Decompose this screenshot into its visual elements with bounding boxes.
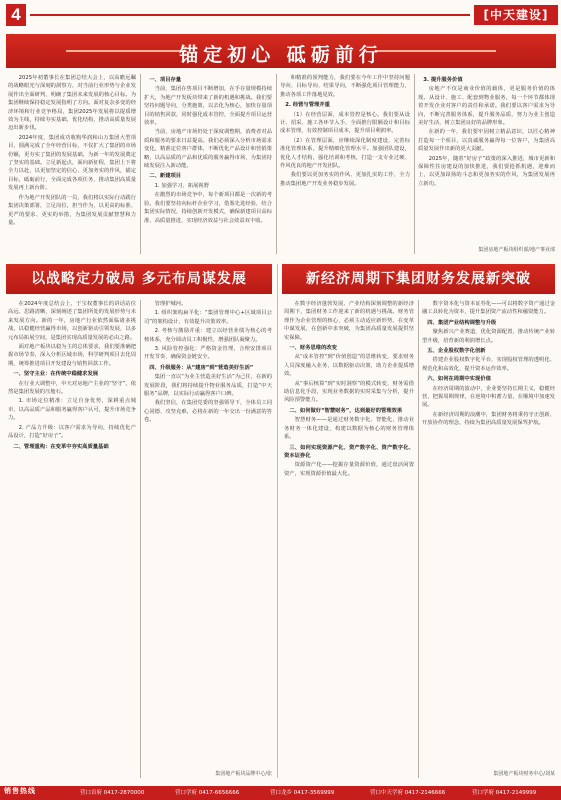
bottom-right-column-1 — [284, 300, 414, 778]
masthead: [中天建设] — [474, 5, 558, 25]
paragraph: 2. 考核与激励并重：建立以经营业绩为核心的考核体系，充分调动员工积极性，增强团队凝聚力。 — [144, 328, 272, 343]
section-heading: 五、企业股权数字化创新 — [427, 348, 486, 355]
hotline-phone: 营口中天学府 0417-2146666 — [370, 790, 446, 796]
hotline-phone: 营口龙乡 0417-3569999 — [270, 790, 335, 796]
top-article-column-2 — [144, 74, 272, 254]
paragraph: 2025年，随着“好房子”政策的深入推进，城市更新和保障性住房建设的加快推进，我们要抢抓机遇，迎难而上，以更加昂扬的斗志和更加务实的作风，为集团发展再立新功。 — [418, 155, 555, 187]
section-heading: 3. 提升服务价值 — [423, 77, 463, 83]
paragraph: 3. 风险管控强化：严格资金管理，合理安排项目开发节奏，确保资金链安全。 — [144, 346, 272, 361]
sales-hotline-footer — [0, 786, 561, 800]
paragraph: （2）在管理层面，应继续深化制度建设，完善标准化管理体系，提升精细化管理水平。加强团队建设，优化人才结构，强化培训和考核，打造一支专业过硬、作风优良的地产开发团队。 — [280, 137, 410, 170]
paragraph: 1. 市场定位精准：立足自身优势，深耕重点城市，以高品质产品和服务赢得客户认可，提升市场竞争力。 — [8, 398, 136, 422]
bottom-left-banner — [6, 264, 272, 294]
paragraph: 1. 组织架构扁平化：“集团管理中心+区域项目公司”的架构设计，有效提升决策效率。 — [144, 310, 272, 325]
page-header — [0, 0, 561, 30]
column-divider — [140, 74, 141, 254]
hotline-phone: 营口学府 0417-2149999 — [472, 790, 537, 796]
paragraph: 从“成本管控”到“价值创造”的思维转变，要求财务人员深度融入业务，以数据驱动决策，助力企业提质增效。 — [284, 354, 414, 378]
column-divider — [276, 74, 277, 254]
paragraph: 从“事后核算”到“实时洞察”的模式转变，财务需借助信息化手段，实现业务数据的实时采集与分析，提升风险预警能力。 — [284, 380, 414, 404]
paragraph: 资源资产化——挖掘存量资源价值，通过盘活闲置资产，实现资源价值最大化。 — [284, 462, 414, 477]
page-number: 4 — [6, 4, 26, 26]
paragraph: 2. 产品力升级：以客户需求为导向，持续优化产品设计，打造“好房子”。 — [8, 424, 136, 440]
paragraph: 2024年度，集团成功收购华润和山万集团大型项目，圆满完成了全年经营目标，不仅扩大了集团的市场份额，更夯实了集团的发展基础，为新一年的发展奠定了坚实的基础。立足新起点，面向新征程，集团上下将全力以赴，以更加坚定的信心、更加务实的作风，锚定目标，砥砺前行，全面完成各项任务，推动集团高质量发展再上新台阶。 — [8, 134, 136, 192]
bottom-left-column-2 — [144, 300, 272, 764]
paragraph: 在经济周期的波动中，企业要坚持长期主义，稳健经营，把握周期规律，在逆境中积蓄力量，在顺境中加速发展。 — [422, 385, 555, 409]
hotline-phone: 营口学府 0417-6656666 — [175, 790, 240, 796]
bottom-left-credit: 集团地产板块品牌中心/张 — [215, 771, 272, 777]
section-heading: 四、升级服务：从“建房”到“营造美好生活” — [149, 364, 254, 371]
section-heading: 一、财务思维的改变 — [289, 345, 337, 352]
section-heading: 二、新建项目 — [149, 173, 182, 180]
paragraph: 1. 加强学习，拓展视野 — [154, 182, 210, 189]
section-heading: 一、项目存量 — [149, 77, 182, 83]
bottom-right-title: 新经济周期下集团财务发展新突破 — [306, 271, 531, 287]
top-article-column-1 — [8, 74, 136, 250]
bottom-left-column-1 — [8, 300, 136, 770]
paragraph: （1）在经营层面，成本管控是核心。我们要从设计、招采、施工各环节入手，全面推行限额设计和目标成本管理，有效控制项目成本，提升项目利润率。 — [280, 111, 410, 135]
paragraph: 在新的一年，我们要牢固树立精品意识，以匠心精神打造每一个项目，以真诚服务赢得每一位客户，为集团高质量发展作出新的更大贡献。 — [418, 129, 555, 153]
column-divider — [140, 300, 141, 778]
paragraph: 作为地产开发团队的一员，我们将以实际行动践行集团决策部署，立足岗位，担当作为，以更高的标准、更严的要求、更实的举措，为集团发展贡献智慧和力量。 — [8, 194, 136, 226]
column-divider — [414, 74, 415, 254]
paragraph: 在2024年度总结会上，于宝权董事长的讲话站位高远、思路清晰，深刻阐述了集团所处的发展形势与未来发展方向。新的一年，房地产行业依然面临诸多挑战，以稳健经营赢得市场，以创新驱动引领发展，以多元布局拓展空间，是集团实现高质量发展的必由之路。 — [8, 301, 136, 341]
paragraph: 我们要以更加务实的作风、更加扎实的工作，全力推动集团地产开发业务稳步发展。 — [280, 172, 410, 187]
paragraph: 在新经济周期的浪潮中，集团财务将秉持守正创新、开放协作的理念，持续为集团高质量发展保驾护航。 — [422, 411, 555, 427]
paragraph: 搭建企业股权数字化平台，实现股权管理的透明化、规范化和高效化，提升资本运作效率。 — [422, 357, 555, 372]
section-heading: 二、管理重构：在变革中夯实高质量基础 — [13, 443, 109, 450]
bottom-right-column-2 — [422, 300, 555, 764]
bottom-left-title: 以战略定力破局 多元布局谋发展 — [31, 271, 247, 287]
paragraph: 我们坚信，在集团党委的坚强领导下，全体员工同心同德、攻坚克难，必将在新的一年交出一份满意的答卷。 — [144, 400, 272, 424]
paragraph: 当前，房地产市场仍处于深度调整期，消费者对品质和服务的要求日益提高。我们必须深入分析市场需求变化，精准定位客户群体，不断优化产品设计和营销策略，以高品质的产品和优质的服务赢得市场，为集团持续发展注入新动能。 — [144, 129, 272, 170]
top-article-column-4 — [418, 74, 555, 242]
paragraph: 管理护城河。 — [154, 301, 187, 307]
header-rule — [30, 14, 470, 16]
paragraph: 房地产不仅是商业价值的载体，更是服务价值的体现。从设计、施工、配套到物业服务，每一个环节都体现着开发企业对客户的责任和承诺。我们要以客户需求为导向，不断完善服务体系，提升服务品质，努力为业主创造美好生活，树立集团良好的品牌形象。 — [418, 86, 555, 127]
paragraph: 在数字经济蓬勃发展、产业结构深刻调整的新经济周期下，集团财务工作迎来了新的机遇与挑战。财务管理作为企业管理的核心，必须主动适应新形势，在变革中谋发展，在创新中求突破，为集团高质量发展提供坚实保障。 — [284, 301, 414, 341]
section-heading: 三、如何实现资源产化、资产数字化、资产数字化、资本证券化 — [284, 444, 414, 459]
section-heading: 一、坚守主业：在传统中稳健求发展 — [13, 371, 99, 378]
paragraph: 面对地产板块以稳为主的总体要求，我们要准确把握市场节奏，深入分析区域市场，科学研判项目去化周期，统筹推进项目开发建设与销售回款工作。 — [8, 344, 136, 367]
paragraph: 2025年初董事长在集团总结大会上，以高瞻远瞩的战略眼光与深刻的洞察力，对当前行业形势与企业发展作出全面研判，明确了集团未来发展的核心目标。为集团继续保持稳定发展指明了方向。面对复杂多变的经济环境和行业竞争格局，集团2025年发展将以提质增效为主线，持续夯实基础，优化结构，推动高质量发展迈出新步伐。 — [8, 75, 136, 132]
paragraph: 智慧财务——是通过财务数字化、智能化，推动业务财务一体化建设，构建以数据为核心的财务管理体系。 — [284, 417, 414, 441]
hotline-phone: 营口首府 0417-2870000 — [80, 790, 145, 796]
top-article-column-3 — [280, 74, 410, 254]
paragraph: 和精准的预判能力，我们要在今年工作中坚持问题导向、目标导向、结果导向，不断强化项目管理能力，推动各项工作落地见效。 — [280, 75, 410, 98]
section-heading: 四、集团产业结构调整与升级 — [427, 319, 497, 326]
section-divider — [277, 264, 278, 778]
paragraph: 数字资本化与资本证券化——可以将数字资产通过金融工具转化为资本，提升集团资产流动性和融资能力。 — [422, 301, 555, 316]
paragraph: 集团一直以“为业主营造美好生活”为己任，在新的发展阶段，我们将持续提升物业服务品质，打造“中天服务”品牌，以实际行动赢得客户口碑。 — [144, 374, 272, 398]
hotline-label: 销售热线 — [4, 787, 36, 795]
section-heading: 2. 经营与管理并重 — [285, 102, 330, 109]
section-heading: 二、如何做好“智慧财务”，达到最好的管理效果 — [289, 407, 403, 414]
column-divider — [418, 300, 419, 778]
top-article-credit: 集团房地产板块组织部/地产事业部 — [478, 247, 555, 253]
paragraph: 在激烈的市场竞争中，每个新项目都是一次新的考验。我们要坚持向标杆企业学习，借鉴先进经验，结合集团实际情况，持续创新开发模式，确保新建项目高标准、高质量推进，实现经济效益与社会效益双丰收。 — [144, 192, 272, 224]
paragraph: 当前，集团在售项目不断增加，在手存量规模持续扩大，为地产开发板块带来了新的机遇和挑战。我们要坚持问题导向，分类施策，以去化为核心，加快存量项目的销售回款，同时强化成本管控，全面提升项目运营效率。 — [144, 86, 272, 127]
bottom-right-banner — [282, 264, 555, 294]
top-article-title: 锚定初心 砥砺前行 — [179, 44, 383, 66]
section-heading: 六、如何在周期中实现价值 — [427, 376, 491, 383]
paragraph: 在行业大调整中，中天对房地产主业的“坚守”，依然是集团发展的压舱石。 — [8, 380, 136, 396]
bottom-right-credit: 集团地产板块财务中心/刘某 — [493, 771, 555, 777]
paragraph: 聚焦新兴产业赛道，优化资源配置，推动传统产业转型升级，培育新的利润增长点。 — [422, 329, 555, 344]
top-article-banner — [6, 34, 556, 68]
